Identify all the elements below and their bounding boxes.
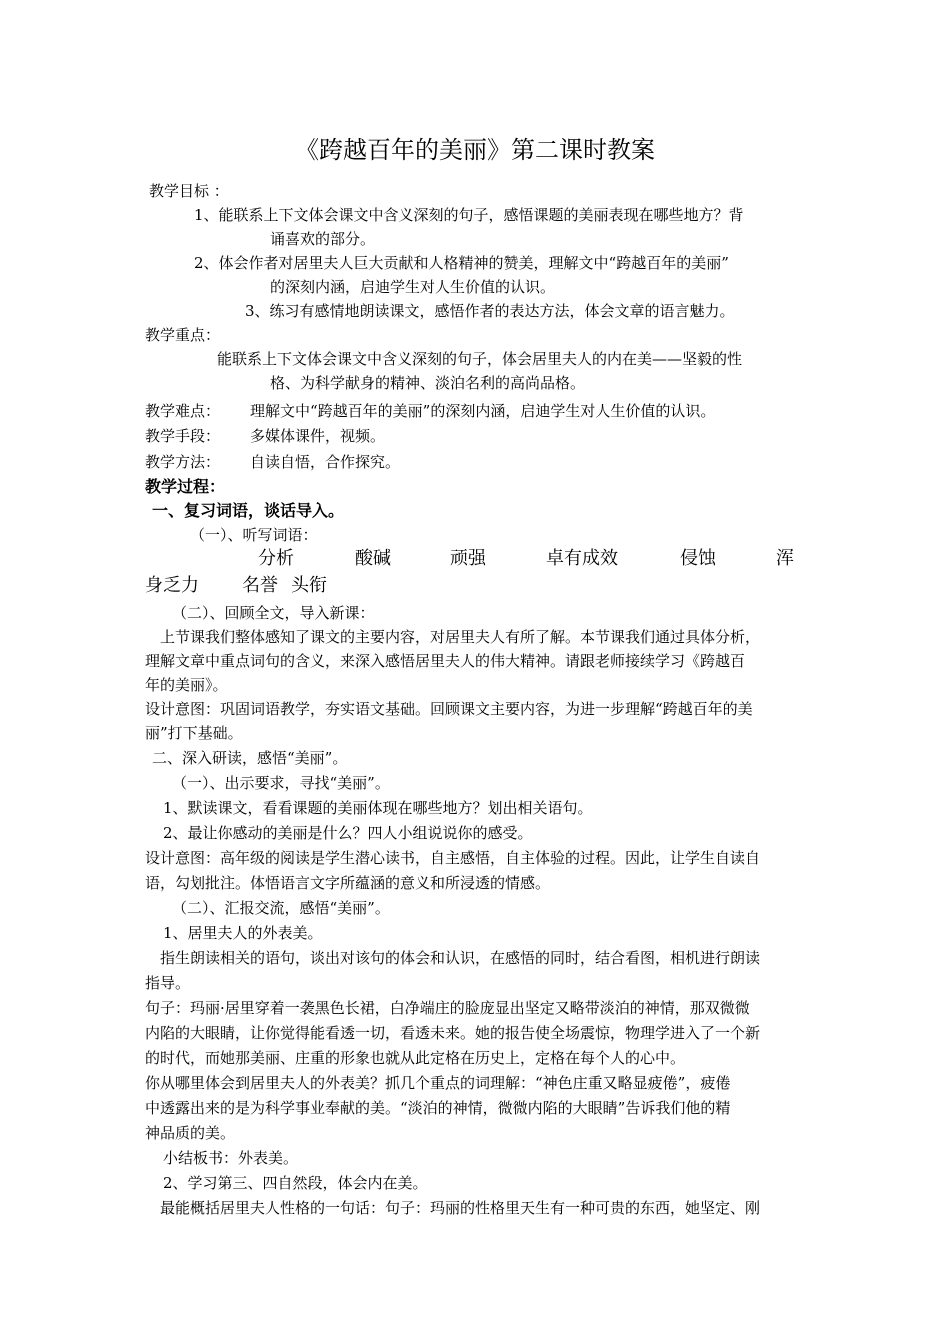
word: 侵蚀	[680, 548, 716, 569]
page-title: 《跨越百年的美丽》第二课时教案	[295, 136, 655, 164]
section-2-2: （二）、汇报交流，感悟“美丽”。	[172, 899, 390, 917]
paragraph-1-line-1: 上节课我们整体感知了课文的主要内容，对居里夫人有所了解。本节课我们通过具体分析，	[160, 628, 761, 646]
design-1-line-2: 丽”打下基础。	[145, 724, 243, 742]
summary: 小结板书：外表美。	[163, 1149, 299, 1167]
goal-3: 3、练习有感情地朗读课文，感悟作者的表达方法，体会文章的语言魅力。	[245, 302, 735, 320]
difficulty-label: 教学难点：	[145, 402, 221, 420]
question-2: 2、最让你感动的美丽是什么？四人小组说说你的感受。	[163, 824, 533, 842]
word: 浑	[776, 548, 794, 569]
sentence-line-2: 内陷的大眼睛，让你觉得能看透一切，看透未来。她的报告使全场震惊，物理学进入了一个新	[145, 1024, 761, 1042]
section-2-heading: 二、深入研读，感悟“美丽”。	[152, 749, 348, 767]
method-text: 自读自悟，合作探究。	[250, 453, 401, 471]
word: 卓有成效	[546, 548, 618, 569]
question-para-line-3: 神品质的美。	[145, 1124, 236, 1142]
goals-label: 教学目标 ：	[149, 182, 229, 200]
means-label: 教学手段：	[145, 427, 221, 445]
report-1-para-line-2: 指导。	[145, 974, 191, 992]
word: 顽强	[450, 548, 486, 569]
difficulty-text: 理解文中“跨越百年的美丽”的深刻内涵，启迪学生对人生价值的认识。	[250, 402, 716, 420]
section-2-1: （一）、出示要求，寻找“美丽”。	[172, 774, 390, 792]
goal-2-line-2: 的深刻内涵，启迪学生对人生价值的认识。	[270, 278, 556, 296]
sentence-line-3: 的时代，而她那美丽、庄重的形象也就从此定格在历史上，定格在每个人的心中。	[145, 1049, 686, 1067]
word: 酸碱	[355, 548, 391, 569]
report-1-para-line-1: 指生朗读相关的语句，谈出对该句的体会和认识，在感悟的同时，结合看图，相机进行朗读	[160, 949, 761, 967]
key-line-2: 格、为科学献身的精神、淡泊名利的高尚品格。	[270, 374, 586, 392]
goal-2-line-1: 2、体会作者对居里夫人巨大贡献和人格精神的赞美，理解文中“跨越百年的美丽”	[194, 254, 729, 272]
section-1-2: （二）、回顾全文，导入新课：	[172, 604, 375, 622]
paragraph-1-line-3: 年的美丽》。	[145, 676, 228, 694]
word: 名誉	[242, 575, 278, 596]
key-line-1: 能联系上下文体会课文中含义深刻的句子，体会居里夫人的内在美——坚毅的性	[217, 350, 743, 368]
means-text: 多媒体课件，视频。	[250, 427, 386, 445]
process-label: 教学过程：	[145, 477, 226, 496]
report-2: 2、学习第三、四自然段，体会内在美。	[163, 1174, 428, 1192]
question-para-line-1: 你从哪里体会到居里夫人的外表美？抓几个重点的词理解：“神色庄重又略显疲倦”，疲倦	[145, 1074, 731, 1092]
section-1-heading: 一、复习词语，谈话导入。	[152, 501, 345, 520]
sentence-line-1: 句子：玛丽·居里穿着一袭黑色长裙，白净端庄的脸庞显出坚定又略带淡泊的神情，那双微微	[145, 999, 750, 1017]
report-1: 1、居里夫人的外表美。	[163, 924, 323, 942]
key-label: 教学重点：	[145, 326, 221, 344]
question-para-line-2: 中透露出来的是为科学事业奉献的美。“淡泊的神情，微微内陷的大眼睛”告诉我们他的精	[145, 1099, 731, 1117]
word: 头衔	[291, 575, 327, 596]
goal-1-line-1: 1、能联系上下文体会课文中含义深刻的句子，感悟课题的美丽表现在哪些地方？背	[194, 206, 744, 224]
last-line: 最能概括居里夫人性格的一句话：句子：玛丽的性格里天生有一种可贵的东西，她坚定、刚	[160, 1199, 761, 1217]
section-1-1: （一）、听写词语：	[190, 526, 318, 544]
design-2-line-2: 语，勾划批注。体悟语言文字所蕴涵的意义和所浸透的情感。	[145, 874, 551, 892]
goal-1-line-2: 诵喜欢的部分。	[270, 230, 376, 248]
paragraph-1-line-2: 理解文章中重点词句的含义，来深入感悟居里夫人的伟大精神。请跟老师接续学习《跨越百	[145, 652, 746, 670]
word: 分析	[258, 548, 294, 569]
question-1: 1、默读课文，看看课题的美丽体现在哪些地方？划出相关语句。	[163, 799, 593, 817]
design-2-line-1: 设计意图：高年级的阅读是学生潜心读书，自主感悟，自主体验的过程。因此，让学生自读自	[145, 849, 761, 867]
design-1-line-1: 设计意图：巩固词语教学，夯实语文基础。回顾课文主要内容，为进一步理解“跨越百年的美	[145, 700, 753, 718]
word: 身乏力	[145, 575, 199, 596]
method-label: 教学方法：	[145, 453, 221, 471]
